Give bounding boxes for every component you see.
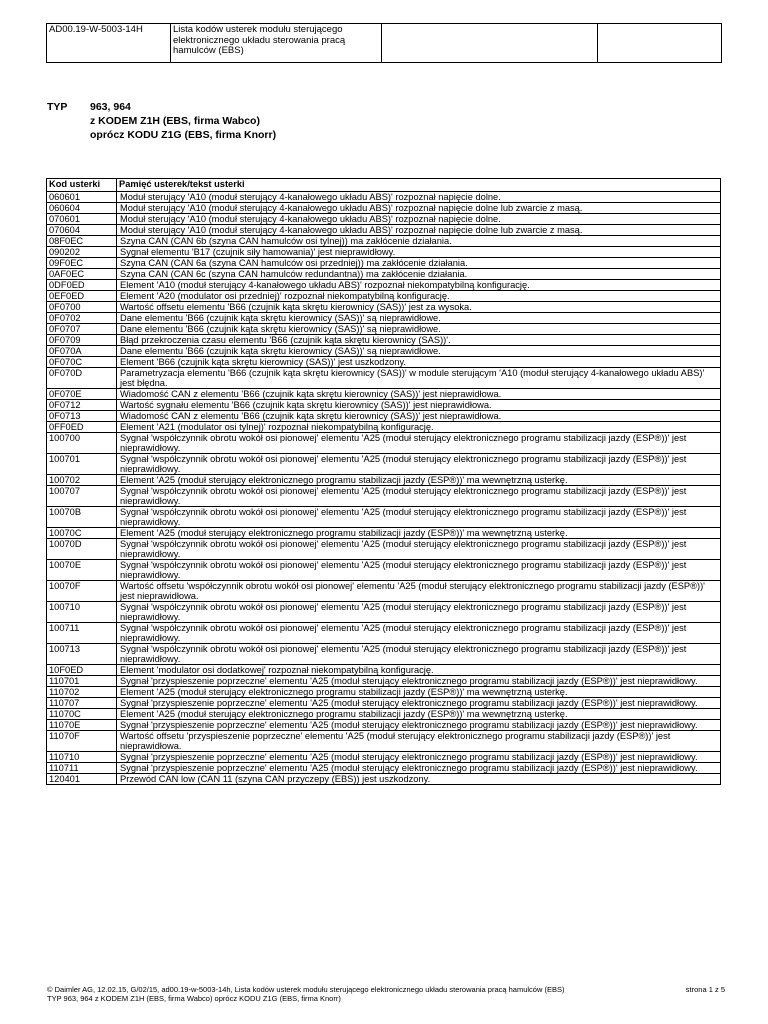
- header-cell-4: [598, 24, 722, 63]
- doc-title: Lista kodów usterek modułu sterującego elektronicznego układu sterowania pracą hamulców (EBS): [171, 24, 382, 63]
- fault-code: 11070F: [47, 731, 117, 752]
- table-row: [47, 192, 721, 203]
- fault-text: Moduł sterujący 'A10 (moduł sterujący 4-kanałowego układu ABS)' rozpoznał napięcie dolne.: [117, 214, 721, 225]
- table-row: [47, 258, 721, 269]
- page-number: strona 1 z 5: [685, 985, 725, 994]
- table-row: [47, 752, 721, 763]
- table-row: [47, 774, 721, 785]
- fault-code: 110702: [47, 687, 117, 698]
- fault-text: Wartość sygnału elementu 'B66 (czujnik kąta skrętu kierownicy (SAS))' jest nieprawidłowa.: [117, 400, 721, 411]
- table-row: [47, 357, 721, 368]
- fault-text: Wartość offsetu 'przyspieszenie poprzeczne' elementu 'A25 (moduł sterujący elektronicznego programu stabilizacji jazdy (ESP®))' jest nieprawidłowa.: [117, 731, 721, 752]
- table-row: [47, 581, 721, 602]
- table-row: [47, 698, 721, 709]
- table-row: [47, 709, 721, 720]
- table-row: [47, 475, 721, 486]
- table-row: [47, 269, 721, 280]
- fault-text: Element 'A25 (moduł sterujący elektronicznego programu stabilizacji jazdy (ESP®))' ma wewnętrzną usterkę.: [117, 687, 721, 698]
- fault-text: Element 'modulator osi dodatkowej' rozpoznał niekompatybilną konfigurację.: [117, 665, 721, 676]
- fault-code: 10070F: [47, 581, 117, 602]
- fault-code: 100710: [47, 602, 117, 623]
- fault-text: Sygnał 'współczynnik obrotu wokół osi pionowej' elementu 'A25 (moduł sterujący elektronicznego programu stabilizacji jazdy (ESP®))' jest nieprawidłowy.: [117, 433, 721, 454]
- fault-code: 090202: [47, 247, 117, 258]
- table-row: [47, 422, 721, 433]
- fault-text: Szyna CAN (CAN 6b (szyna CAN hamulców osi tylnej)) ma zakłócenie działania.: [117, 236, 721, 247]
- fault-code: 10070E: [47, 560, 117, 581]
- fault-text: Dane elementu 'B66 (czujnik kąta skrętu kierownicy (SAS))' są nieprawidłowe.: [117, 313, 721, 324]
- fault-text: Sygnał elementu 'B17 (czujnik siły hamowania)' jest nieprawidłowy.: [117, 247, 721, 258]
- table-row: [47, 560, 721, 581]
- fault-code: 0F070E: [47, 389, 117, 400]
- table-row: [47, 324, 721, 335]
- fault-code: 0FF0ED: [47, 422, 117, 433]
- fault-code: 060604: [47, 203, 117, 214]
- fault-code: 08F0EC: [47, 236, 117, 247]
- fault-text: Dane elementu 'B66 (czujnik kąta skrętu kierownicy (SAS))' są nieprawidłowe.: [117, 324, 721, 335]
- fault-text: Sygnał 'współczynnik obrotu wokół osi pionowej' elementu 'A25 (moduł sterujący elektronicznego programu stabilizacji jazdy (ESP®))' jest nieprawidłowy.: [117, 602, 721, 623]
- table-row: [47, 433, 721, 454]
- fault-code: 0DF0ED: [47, 280, 117, 291]
- table-row: [47, 280, 721, 291]
- type-models: 963, 964: [90, 101, 131, 113]
- fault-code: 100702: [47, 475, 117, 486]
- fault-text: Element 'B66 (czujnik kąta skrętu kierownicy (SAS))' jest uszkodzony.: [117, 357, 721, 368]
- table-row: [47, 507, 721, 528]
- table-row: [47, 602, 721, 623]
- fault-code-table: [46, 178, 721, 785]
- fault-text: Wiadomość CAN z elementu 'B66 (czujnik kąta skrętu kierownicy (SAS))' jest nieprawidłowa.: [117, 411, 721, 422]
- fault-code: 0AF0EC: [47, 269, 117, 280]
- fault-text: Wiadomość CAN z elementu 'B66 (czujnik kąta skrętu kierownicy (SAS))' jest nieprawidłowa.: [117, 389, 721, 400]
- fault-code: 120401: [47, 774, 117, 785]
- fault-code: 0EF0ED: [47, 291, 117, 302]
- fault-code: 070601: [47, 214, 117, 225]
- fault-text: Przewód CAN low (CAN 11 (szyna CAN przyczepy (EBS)) jest uszkodzony.: [117, 774, 721, 785]
- column-header-code: Kod usterki: [47, 179, 117, 192]
- table-row: [47, 644, 721, 665]
- table-row: [47, 368, 721, 389]
- fault-text: Moduł sterujący 'A10 (moduł sterujący 4-kanałowego układu ABS)' rozpoznał napięcie dolne lub zwarcie z masą.: [117, 203, 721, 214]
- fault-code: 10070D: [47, 539, 117, 560]
- fault-text: Sygnał 'przyspieszenie poprzeczne' elementu 'A25 (moduł sterujący elektronicznego programu stabilizacji jazdy (ESP®))' jest nieprawidłowy.: [117, 676, 721, 687]
- fault-text: Moduł sterujący 'A10 (moduł sterujący 4-kanałowego układu ABS)' rozpoznał napięcie dolne lub zwarcie z masą.: [117, 225, 721, 236]
- fault-code: 100713: [47, 644, 117, 665]
- table-row: [47, 302, 721, 313]
- fault-code: 100711: [47, 623, 117, 644]
- fault-code: 100701: [47, 454, 117, 475]
- fault-code: 070604: [47, 225, 117, 236]
- fault-text: Sygnał 'przyspieszenie poprzeczne' elementu 'A25 (moduł sterujący elektronicznego programu stabilizacji jazdy (ESP®))' jest nieprawidłowy.: [117, 752, 721, 763]
- table-row: [47, 291, 721, 302]
- table-row: [47, 720, 721, 731]
- fault-code: 0F0700: [47, 302, 117, 313]
- fault-code: 0F0713: [47, 411, 117, 422]
- fault-code: 110701: [47, 676, 117, 687]
- header-cell-3: [382, 24, 598, 63]
- type-code-line: z KODEM Z1H (EBS, firma Wabco): [90, 115, 260, 127]
- fault-code: 10F0ED: [47, 665, 117, 676]
- fault-text: Element 'A10 (moduł sterujący 4-kanałowego układu ABS)' rozpoznał niekompatybilną konfigurację.: [117, 280, 721, 291]
- table-row: [47, 400, 721, 411]
- fault-text: Parametryzacja elementu 'B66 (czujnik kąta skrętu kierownicy (SAS))' w module sterującym 'A10 (moduł sterujący 4-kanałowego układu ABS)' jest błędna.: [117, 368, 721, 389]
- fault-code: 0F0707: [47, 324, 117, 335]
- fault-text: Sygnał 'przyspieszenie poprzeczne' elementu 'A25 (moduł sterujący elektronicznego programu stabilizacji jazdy (ESP®))' jest nieprawidłowy.: [117, 720, 721, 731]
- fault-text: Sygnał 'współczynnik obrotu wokół osi pionowej' elementu 'A25 (moduł sterujący elektronicznego programu stabilizacji jazdy (ESP®))' jest nieprawidłowy.: [117, 486, 721, 507]
- footer-copyright: © Daimler AG, 12.02.15, G/02/15, ad00.19-w-5003-14h, Lista kodów usterek modułu sterującego elektronicznego układu sterowania pracą hamulców (EBS): [47, 985, 565, 994]
- table-row: [47, 623, 721, 644]
- fault-text: Sygnał 'współczynnik obrotu wokół osi pionowej' elementu 'A25 (moduł sterujący elektronicznego programu stabilizacji jazdy (ESP®))' jest nieprawidłowy.: [117, 454, 721, 475]
- table-row: [47, 528, 721, 539]
- fault-text: Błąd przekroczenia czasu elementu 'B66 (czujnik kąta skrętu kierownicy (SAS))'.: [117, 335, 721, 346]
- doc-id: AD00.19-W-5003-14H: [47, 24, 171, 63]
- fault-text: Element 'A21 (modulator osi tylnej)' rozpoznał niekompatybilną konfigurację.: [117, 422, 721, 433]
- fault-text: Sygnał 'współczynnik obrotu wokół osi pionowej' elementu 'A25 (moduł sterujący elektronicznego programu stabilizacji jazdy (ESP®))' jest nieprawidłowy.: [117, 507, 721, 528]
- table-row: [47, 539, 721, 560]
- fault-code: 0F070D: [47, 368, 117, 389]
- fault-text: Wartość offsetu 'współczynnik obrotu wokół osi pionowej' elementu 'A25 (moduł sterujący elektronicznego programu stabilizacji jazdy (ESP®))' jest nieprawidłowa.: [117, 581, 721, 602]
- fault-code: 060601: [47, 192, 117, 203]
- fault-code: 0F070A: [47, 346, 117, 357]
- footer-type-line: TYP 963, 964 z KODEM Z1H (EBS, firma Wabco) oprócz KODU Z1G (EBS, firma Knorr): [47, 994, 341, 1003]
- fault-text: Element 'A20 (modulator osi przedniej)' rozpoznał niekompatybilną konfigurację.: [117, 291, 721, 302]
- fault-code: 10070C: [47, 528, 117, 539]
- fault-code: 100707: [47, 486, 117, 507]
- fault-code: 0F070C: [47, 357, 117, 368]
- table-row: [47, 236, 721, 247]
- fault-code: 0F0709: [47, 335, 117, 346]
- fault-text: Moduł sterujący 'A10 (moduł sterujący 4-kanałowego układu ABS)' rozpoznał napięcie dolne.: [117, 192, 721, 203]
- table-row: [47, 346, 721, 357]
- header-table: [46, 23, 722, 63]
- fault-code: 110710: [47, 752, 117, 763]
- table-row: [47, 676, 721, 687]
- fault-text: Wartość offsetu elementu 'B66 (czujnik kąta skrętu kierownicy (SAS))' jest za wysoka.: [117, 302, 721, 313]
- fault-code: 110711: [47, 763, 117, 774]
- table-row: [47, 454, 721, 475]
- fault-text: Sygnał 'współczynnik obrotu wokół osi pionowej' elementu 'A25 (moduł sterujący elektronicznego programu stabilizacji jazdy (ESP®))' jest nieprawidłowy.: [117, 644, 721, 665]
- fault-code: 0F0702: [47, 313, 117, 324]
- fault-code: 100700: [47, 433, 117, 454]
- fault-text: Sygnał 'współczynnik obrotu wokół osi pionowej' elementu 'A25 (moduł sterujący elektronicznego programu stabilizacji jazdy (ESP®))' jest nieprawidłowy.: [117, 539, 721, 560]
- column-header-text: Pamięć usterek/tekst usterki: [117, 179, 721, 192]
- fault-text: Dane elementu 'B66 (czujnik kąta skrętu kierownicy (SAS))' są nieprawidłowe.: [117, 346, 721, 357]
- fault-text: Element 'A25 (moduł sterujący elektronicznego programu stabilizacji jazdy (ESP®))' ma wewnętrzną usterkę.: [117, 528, 721, 539]
- table-row: [47, 411, 721, 422]
- type-label: TYP: [47, 101, 68, 113]
- fault-text: Sygnał 'współczynnik obrotu wokół osi pionowej' elementu 'A25 (moduł sterujący elektronicznego programu stabilizacji jazdy (ESP®))' jest nieprawidłowy.: [117, 560, 721, 581]
- type-heading: [47, 100, 276, 142]
- fault-code: 09F0EC: [47, 258, 117, 269]
- table-row: [47, 335, 721, 346]
- fault-code: 10070B: [47, 507, 117, 528]
- table-row: [47, 203, 721, 214]
- table-row: [47, 665, 721, 676]
- page-footer: [47, 985, 747, 1003]
- table-row: [47, 687, 721, 698]
- fault-code: 11070E: [47, 720, 117, 731]
- fault-text: Szyna CAN (CAN 6c (szyna CAN hamulców redundantna)) ma zakłócenie działania.: [117, 269, 721, 280]
- table-row: [47, 313, 721, 324]
- fault-text: Element 'A25 (moduł sterujący elektronicznego programu stabilizacji jazdy (ESP®))' ma wewnętrzną usterkę.: [117, 709, 721, 720]
- fault-text: Element 'A25 (moduł sterujący elektronicznego programu stabilizacji jazdy (ESP®))' ma wewnętrzną usterkę.: [117, 475, 721, 486]
- fault-code: 110707: [47, 698, 117, 709]
- table-row: [47, 731, 721, 752]
- table-row: [47, 225, 721, 236]
- fault-text: Sygnał 'przyspieszenie poprzeczne' elementu 'A25 (moduł sterujący elektronicznego programu stabilizacji jazdy (ESP®))' jest nieprawidłowy.: [117, 698, 721, 709]
- fault-code: 0F0712: [47, 400, 117, 411]
- fault-text: Szyna CAN (CAN 6a (szyna CAN hamulców osi przedniej)) ma zakłócenie działania.: [117, 258, 721, 269]
- table-row: [47, 214, 721, 225]
- type-exclusion-line: oprócz KODU Z1G (EBS, firma Knorr): [90, 129, 277, 141]
- table-row: [47, 247, 721, 258]
- table-row: [47, 763, 721, 774]
- fault-code: 11070C: [47, 709, 117, 720]
- table-row: [47, 389, 721, 400]
- fault-text: Sygnał 'przyspieszenie poprzeczne' elementu 'A25 (moduł sterujący elektronicznego programu stabilizacji jazdy (ESP®))' jest nieprawidłowy.: [117, 763, 721, 774]
- fault-text: Sygnał 'współczynnik obrotu wokół osi pionowej' elementu 'A25 (moduł sterujący elektronicznego programu stabilizacji jazdy (ESP®))' jest nieprawidłowy.: [117, 623, 721, 644]
- table-row: [47, 486, 721, 507]
